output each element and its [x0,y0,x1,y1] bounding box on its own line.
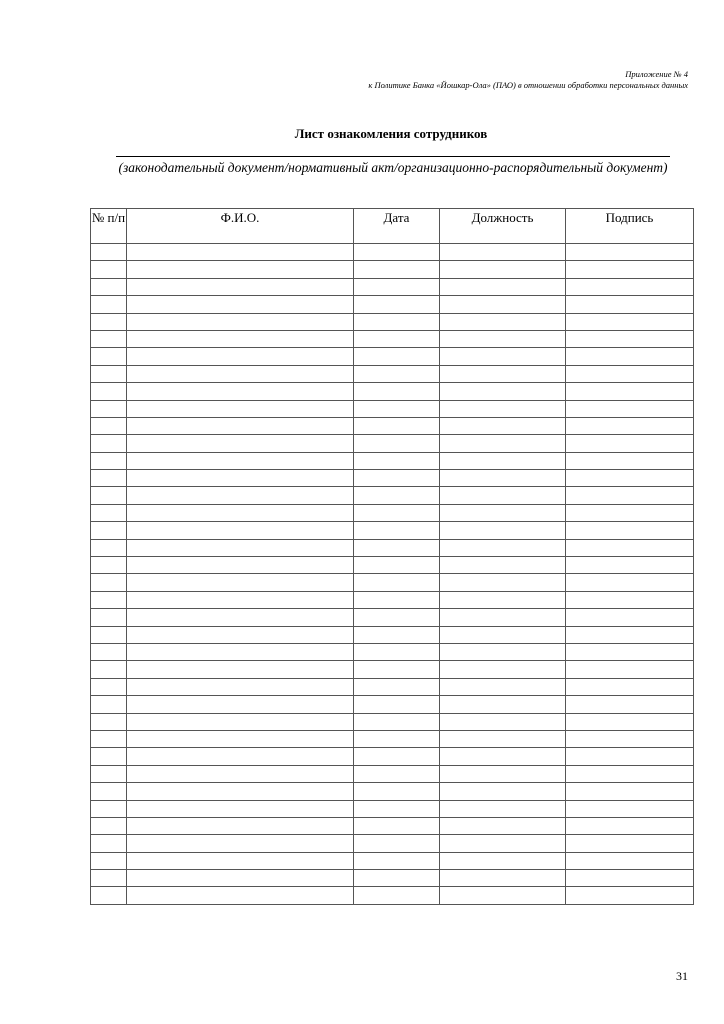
cell-number [91,296,127,313]
table-row [91,417,694,434]
cell-signature [566,609,694,626]
cell-position [440,244,566,261]
cell-signature [566,643,694,660]
cell-number [91,626,127,643]
cell-position [440,748,566,765]
cell-full-name [127,452,354,469]
cell-signature [566,748,694,765]
table-row [91,730,694,747]
cell-position [440,835,566,852]
cell-date [354,817,440,834]
cell-position [440,678,566,695]
acknowledgement-table [90,208,694,905]
cell-full-name [127,783,354,800]
cell-date [354,417,440,434]
cell-signature [566,539,694,556]
cell-signature [566,400,694,417]
cell-number [91,400,127,417]
cell-date [354,470,440,487]
page-title: Лист ознакомления сотрудников [294,126,488,141]
cell-date [354,452,440,469]
cell-date [354,678,440,695]
cell-number [91,887,127,904]
cell-signature [566,278,694,295]
cell-full-name [127,365,354,382]
table-row [91,452,694,469]
document-type-hint: (законодательный документ/нормативный акт/организационно-распорядительный документ) [118,160,668,175]
table-row [91,435,694,452]
table-row [91,522,694,539]
cell-position [440,417,566,434]
cell-number [91,330,127,347]
cell-position [440,661,566,678]
cell-number [91,313,127,330]
cell-number [91,539,127,556]
cell-date [354,348,440,365]
cell-position [440,296,566,313]
cell-number [91,800,127,817]
cell-position [440,730,566,747]
table-row [91,591,694,608]
table-row [91,296,694,313]
cell-position [440,522,566,539]
cell-full-name [127,591,354,608]
cell-position [440,765,566,782]
cell-date [354,244,440,261]
cell-full-name [127,417,354,434]
cell-full-name [127,643,354,660]
table-row [91,887,694,904]
cell-date [354,730,440,747]
cell-signature [566,765,694,782]
cell-date [354,748,440,765]
cell-number [91,557,127,574]
cell-number [91,817,127,834]
table-row [91,504,694,521]
table-row [91,278,694,295]
cell-number [91,713,127,730]
table-row [91,244,694,261]
table-row [91,487,694,504]
cell-date [354,487,440,504]
cell-position [440,539,566,556]
cell-date [354,887,440,904]
column-header-position: Должность [440,209,566,244]
cell-full-name [127,296,354,313]
document-name-line [116,156,670,157]
table-body [91,244,694,905]
cell-position [440,435,566,452]
cell-signature [566,522,694,539]
table-row [91,609,694,626]
cell-signature [566,365,694,382]
table-row [91,835,694,852]
cell-signature [566,330,694,347]
cell-number [91,348,127,365]
cell-date [354,591,440,608]
cell-number [91,487,127,504]
table-row [91,678,694,695]
cell-position [440,696,566,713]
table-row [91,817,694,834]
cell-number [91,748,127,765]
cell-number [91,730,127,747]
cell-date [354,696,440,713]
cell-position [440,348,566,365]
cell-date [354,261,440,278]
table-row [91,348,694,365]
cell-signature [566,557,694,574]
table-row [91,783,694,800]
appendix-number: Приложение № 4 [625,69,688,79]
cell-date [354,713,440,730]
cell-date [354,609,440,626]
cell-date [354,504,440,521]
cell-number [91,244,127,261]
table-row [91,313,694,330]
cell-full-name [127,487,354,504]
cell-position [440,713,566,730]
cell-number [91,783,127,800]
appendix-reference: к Политике Банка «Йошкар-Ола» (ПАО) в отношении обработки персональных данных [368,80,688,90]
table-row [91,626,694,643]
cell-number [91,643,127,660]
cell-number [91,591,127,608]
table-row [91,383,694,400]
cell-date [354,835,440,852]
cell-full-name [127,800,354,817]
column-header-number: № п/п [91,209,127,244]
table-row [91,870,694,887]
cell-signature [566,626,694,643]
cell-full-name [127,574,354,591]
cell-full-name [127,748,354,765]
table-row [91,643,694,660]
page-number: 31 [676,969,688,983]
cell-full-name [127,713,354,730]
cell-date [354,313,440,330]
cell-position [440,383,566,400]
cell-full-name [127,348,354,365]
cell-signature [566,296,694,313]
table-row [91,330,694,347]
table-row [91,365,694,382]
cell-position [440,365,566,382]
cell-position [440,261,566,278]
cell-signature [566,661,694,678]
cell-number [91,835,127,852]
cell-signature [566,452,694,469]
cell-signature [566,783,694,800]
cell-full-name [127,661,354,678]
cell-date [354,365,440,382]
cell-position [440,487,566,504]
cell-signature [566,835,694,852]
cell-position [440,817,566,834]
cell-date [354,574,440,591]
cell-number [91,574,127,591]
cell-signature [566,435,694,452]
cell-position [440,470,566,487]
table-row [91,661,694,678]
cell-full-name [127,539,354,556]
cell-full-name [127,261,354,278]
cell-number [91,383,127,400]
cell-date [354,557,440,574]
cell-number [91,278,127,295]
cell-signature [566,713,694,730]
cell-number [91,661,127,678]
cell-date [354,539,440,556]
cell-signature [566,887,694,904]
cell-full-name [127,278,354,295]
table-row [91,800,694,817]
cell-date [354,800,440,817]
cell-position [440,557,566,574]
cell-number [91,261,127,278]
cell-full-name [127,730,354,747]
cell-signature [566,696,694,713]
cell-full-name [127,852,354,869]
cell-signature [566,852,694,869]
cell-full-name [127,244,354,261]
cell-signature [566,261,694,278]
cell-full-name [127,887,354,904]
cell-position [440,870,566,887]
cell-date [354,643,440,660]
cell-full-name [127,626,354,643]
cell-position [440,887,566,904]
cell-date [354,852,440,869]
cell-position [440,452,566,469]
cell-signature [566,504,694,521]
cell-signature [566,348,694,365]
cell-date [354,435,440,452]
cell-signature [566,800,694,817]
cell-date [354,522,440,539]
column-header-date: Дата [354,209,440,244]
cell-full-name [127,765,354,782]
cell-position [440,278,566,295]
cell-signature [566,383,694,400]
cell-full-name [127,400,354,417]
cell-date [354,626,440,643]
table-row [91,696,694,713]
cell-full-name [127,435,354,452]
cell-signature [566,417,694,434]
cell-number [91,522,127,539]
cell-number [91,678,127,695]
cell-signature [566,730,694,747]
cell-position [440,852,566,869]
table-row [91,713,694,730]
cell-number [91,696,127,713]
cell-number [91,504,127,521]
cell-date [354,661,440,678]
cell-date [354,330,440,347]
cell-full-name [127,330,354,347]
cell-full-name [127,522,354,539]
cell-full-name [127,817,354,834]
cell-position [440,574,566,591]
cell-position [440,783,566,800]
cell-signature [566,870,694,887]
cell-number [91,435,127,452]
cell-signature [566,244,694,261]
cell-signature [566,678,694,695]
cell-full-name [127,504,354,521]
cell-position [440,800,566,817]
cell-number [91,765,127,782]
cell-full-name [127,313,354,330]
column-header-signature: Подпись [566,209,694,244]
table-header-row [91,209,694,244]
cell-full-name [127,383,354,400]
table-row [91,852,694,869]
cell-date [354,296,440,313]
cell-position [440,609,566,626]
table-row [91,765,694,782]
cell-date [354,870,440,887]
table-row [91,470,694,487]
cell-date [354,400,440,417]
table-row [91,539,694,556]
table-row [91,400,694,417]
cell-date [354,765,440,782]
cell-position [440,591,566,608]
cell-date [354,383,440,400]
cell-date [354,278,440,295]
cell-position [440,504,566,521]
cell-number [91,609,127,626]
cell-full-name [127,609,354,626]
table-row [91,748,694,765]
table-row [91,261,694,278]
cell-date [354,783,440,800]
cell-number [91,470,127,487]
cell-signature [566,574,694,591]
cell-position [440,330,566,347]
cell-number [91,417,127,434]
cell-signature [566,313,694,330]
column-header-full-name: Ф.И.О. [127,209,354,244]
cell-signature [566,470,694,487]
cell-full-name [127,870,354,887]
cell-number [91,852,127,869]
cell-signature [566,591,694,608]
cell-signature [566,817,694,834]
cell-full-name [127,470,354,487]
cell-position [440,643,566,660]
cell-position [440,313,566,330]
table-row [91,557,694,574]
cell-position [440,400,566,417]
cell-number [91,452,127,469]
cell-full-name [127,678,354,695]
cell-number [91,365,127,382]
cell-number [91,870,127,887]
cell-full-name [127,557,354,574]
cell-full-name [127,696,354,713]
cell-position [440,626,566,643]
table-row [91,574,694,591]
cell-full-name [127,835,354,852]
cell-signature [566,487,694,504]
